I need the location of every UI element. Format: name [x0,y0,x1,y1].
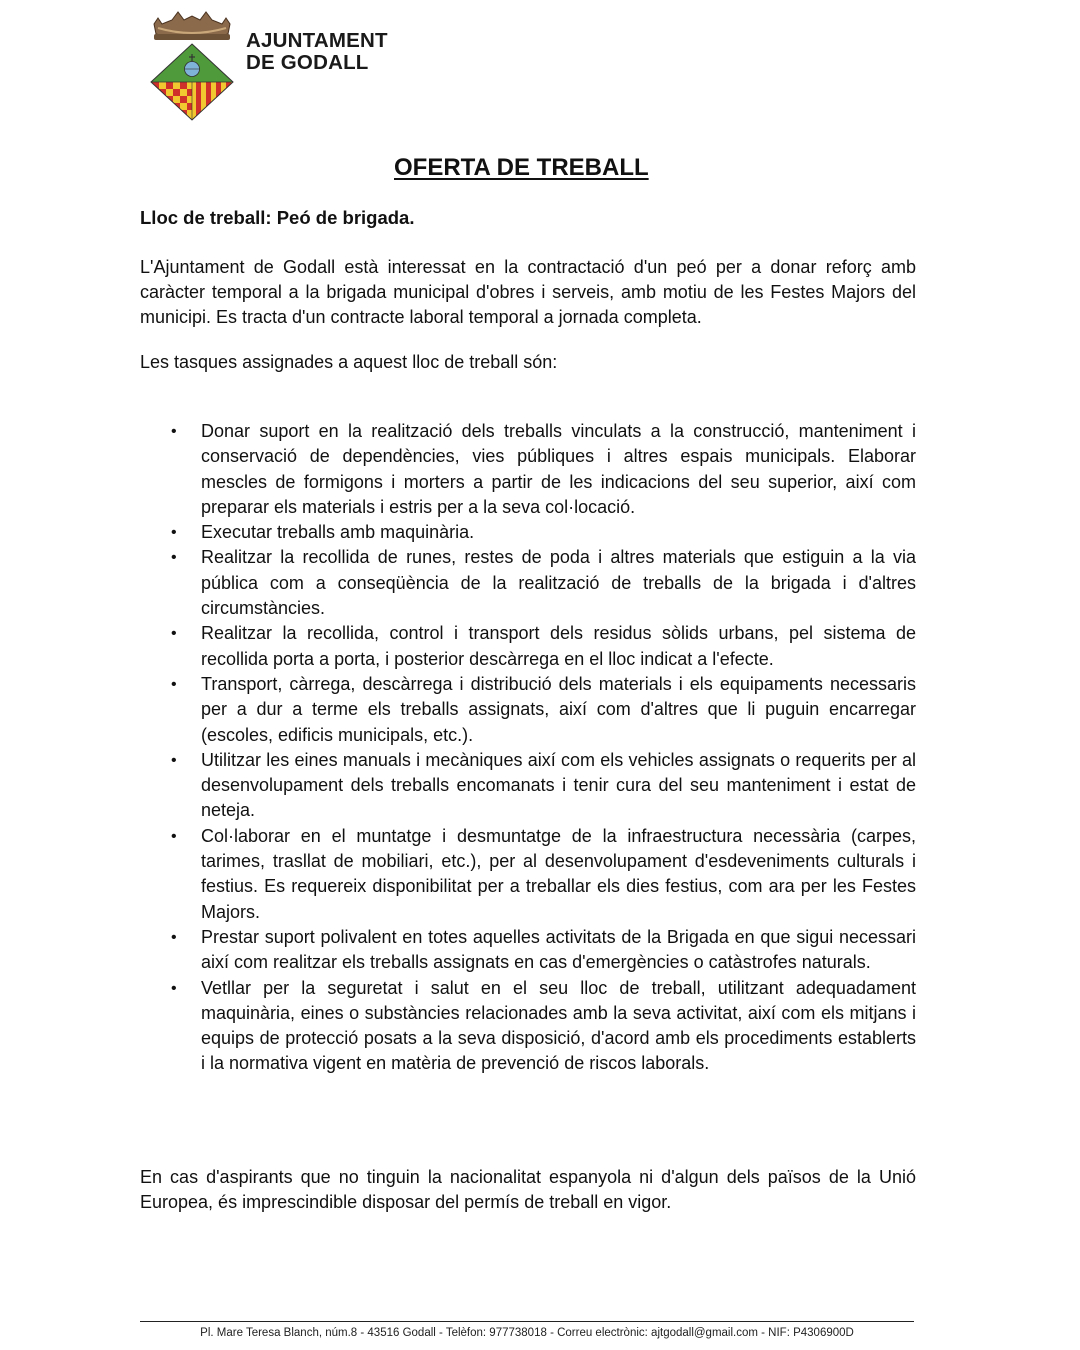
bullet-icon: • [171,928,177,946]
closing-paragraph: En cas d'aspirants que no tinguin la nacionalitat espanyola ni d'algun dels països de la Unió Europea, és imprescindible disposar del permís de treball en vigor. [140,1167,916,1212]
task-text: Realitzar la recollida, control i transport dels residus sòlids urbans, pel sistema de recollida porta a porta, i posterior descàrrega en el lloc indicat a l'efecte. [201,623,916,669]
job-position: Lloc de treball: Peó de brigada. [140,207,415,228]
bullet-icon: • [171,423,177,440]
organization-name [246,30,388,74]
task-text: Executar treballs amb maquinària. [201,522,475,543]
bullet-icon: • [171,549,177,567]
bullet-icon: • [171,524,177,542]
organization-name-line-2: DE GODALL [246,51,369,74]
footer-contact-info: Pl. Mare Teresa Blanch, núm.8 - 43516 Godall - Telèfon: 977738018 - Correu electrònic: ajtgodall@gmail.com - NIF: P4306900D [200,1327,854,1339]
task-item [140,419,916,520]
bullet-icon: • [171,979,177,997]
task-text: Utilitzar les eines manuals i mecàniques així com els vehicles assignats o requerits per al desenvolupament dels treballs encomanats i tenir cura del seu manteniment i estat de neteja. [201,749,916,821]
document-title: OFERTA DE TREBALL [394,154,649,181]
tasks-heading: Les tasques assignades a aquest lloc de treball són: [140,352,558,372]
task-item [140,976,916,1077]
crown-icon [154,12,230,40]
task-text: Donar suport en la realització dels treballs vinculats a la construcció, manteniment i conservació de dependències, vies públiques i altres espais municipals. Elaborar mescles de formigons i morters a partir de les indicacions del seu superior, així com preparar els materials i estris per a la seva col·locació. [201,421,916,517]
task-text: Realitzar la recollida de runes, restes de poda i altres materials que estiguin a la via pública com a conseqüència de la realització de treballs de la brigada i d'altres circumstàncies. [201,547,916,619]
intro-paragraph: L'Ajuntament de Godall està interessat en la contractació d'un peó per a donar reforç amb caràcter temporal a la brigada municipal d'obres i serveis, amb motiu de les Festes Majors del municipi. Es tracta d'un contracte laboral temporal a jornada completa. [140,257,916,327]
shield-icon [148,44,236,122]
coat-of-arms-logo [148,4,236,122]
task-item [140,748,916,824]
task-item [140,672,916,748]
tasks-list [140,419,916,1077]
bullet-icon: • [171,827,177,845]
footer-divider [140,1321,914,1322]
task-text: Vetllar per la seguretat i salut en el seu lloc de treball, utilitzant adequadament maquinària, eines o substàncies relacionades amb la seva activitat, així com els mitjans i equips de protecció posats a la seva disposició, d'acord amb els procediments establerts i la normativa vigent en matèria de prevenció de riscos laborals. [201,977,916,1074]
task-item [140,824,916,925]
task-item [140,925,916,976]
task-item [140,520,916,545]
task-item [140,545,916,621]
organization-name-line-1: AJUNTAMENT [246,29,388,52]
bullet-icon: • [171,675,177,693]
bullet-icon: • [171,625,177,643]
task-item [140,621,916,672]
task-text: Transport, càrrega, descàrrega i distribució dels materials i els equipaments necessaris per a dur a terme els treballs assignats, així com d'altres que li puguin encarregar (escoles, edificis municipals, etc.). [201,673,916,745]
task-text: Col·laborar en el muntatge i desmuntatge de la infraestructura necessària (carpes, tarimes, trasllat de mobiliari, etc.), per al desenvolupament d'esdeveniments culturals i festius. Es requereix disponibilitat per a treballar els dies festius, com ara per les Festes Majors. [201,825,916,922]
task-text: Prestar suport polivalent en totes aquelles activitats de la Brigada en que sigui necessari així com realitzar els treballs assignats en cas d'emergències o catàstrofes naturals. [201,926,916,973]
bullet-icon: • [171,751,177,769]
